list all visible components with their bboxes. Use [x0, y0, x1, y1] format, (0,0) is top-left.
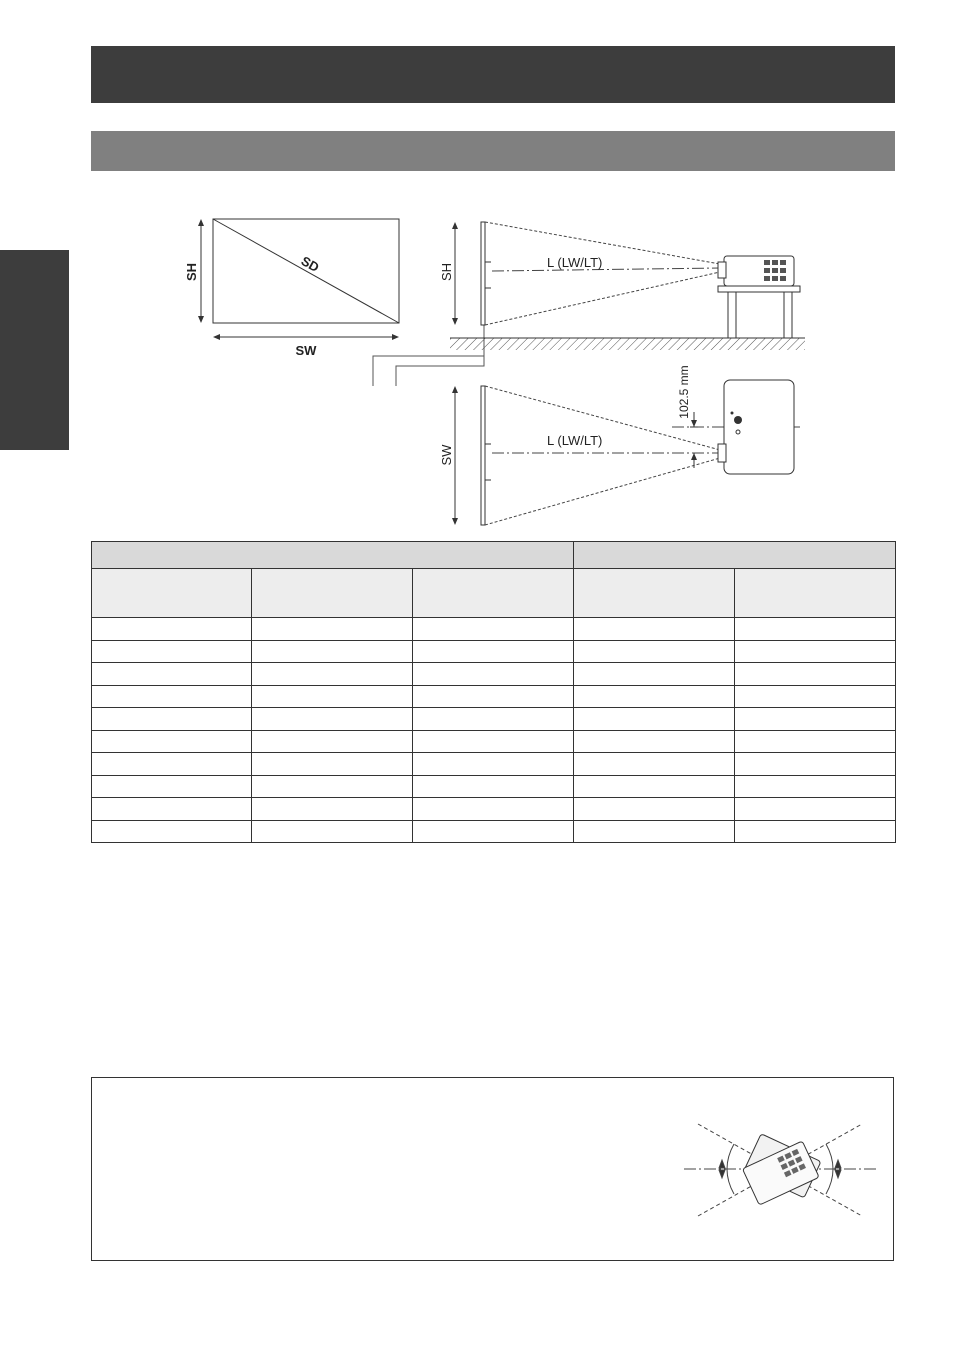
- table-cell: [574, 640, 735, 663]
- side-view: [450, 222, 805, 350]
- table-row: [92, 685, 896, 708]
- table-cell: [92, 618, 252, 641]
- table-group-cell: [574, 542, 896, 569]
- table-cell: [252, 708, 413, 731]
- table-cell: [252, 775, 413, 798]
- table-cell: [413, 820, 574, 843]
- table-cell: [252, 753, 413, 776]
- table-cell: [252, 618, 413, 641]
- table-cell: [735, 708, 896, 731]
- view-connector-lines: [373, 325, 484, 386]
- table-cell: [252, 820, 413, 843]
- table-cell: [92, 685, 252, 708]
- table-header-cell: [252, 569, 413, 618]
- table-cell: [413, 640, 574, 663]
- table-cell: [574, 798, 735, 821]
- projection-diagram: [170, 200, 810, 535]
- table-cell: [92, 663, 252, 686]
- table-cell: [574, 618, 735, 641]
- table-cell: [252, 685, 413, 708]
- table-cell: [735, 730, 896, 753]
- table-row: [92, 663, 896, 686]
- side-view-height-label: SH: [439, 262, 454, 282]
- table-cell: [413, 798, 574, 821]
- screen-outline: [198, 219, 399, 340]
- table-cell: [735, 775, 896, 798]
- table-cell: [735, 753, 896, 776]
- table-cell: [735, 640, 896, 663]
- table-row: [92, 708, 896, 731]
- lens-offset-label: 102.5 mm: [677, 365, 691, 419]
- table-cell: [92, 708, 252, 731]
- section-title-bar: [91, 131, 895, 171]
- side-view-distance-label: L (LW/LT): [547, 255, 603, 270]
- table-cell: [574, 685, 735, 708]
- table-cell: [252, 640, 413, 663]
- table-cell: [574, 730, 735, 753]
- table-cell: [735, 820, 896, 843]
- table-column-header: [92, 569, 896, 618]
- table-row: [92, 798, 896, 821]
- table-header-cell: [735, 569, 896, 618]
- table-row: [92, 775, 896, 798]
- table-cell: [92, 820, 252, 843]
- projection-distance-table: [91, 541, 896, 843]
- table-cell: [735, 618, 896, 641]
- table-header-cell: [413, 569, 574, 618]
- table-cell: [413, 685, 574, 708]
- side-chapter-tab: [0, 250, 69, 450]
- table-cell: [735, 663, 896, 686]
- table-cell: [413, 753, 574, 776]
- table-cell: [574, 663, 735, 686]
- table-cell: [92, 753, 252, 776]
- table-row: [92, 753, 896, 776]
- top-view-distance-label: L (LW/LT): [547, 433, 603, 448]
- table-cell: [735, 685, 896, 708]
- table-row: [92, 820, 896, 843]
- screen-diagonal-label: SD: [298, 253, 322, 276]
- table-row: [92, 640, 896, 663]
- table-cell: [413, 730, 574, 753]
- table-cell: [574, 708, 735, 731]
- table-cell: [413, 618, 574, 641]
- table-row: [92, 730, 896, 753]
- table-cell: [574, 753, 735, 776]
- table-cell: [92, 640, 252, 663]
- table-group-header: [92, 542, 896, 569]
- table-cell: [413, 663, 574, 686]
- screen-height-label: SH: [184, 262, 199, 282]
- table-cell: [413, 708, 574, 731]
- table-header-cell: [92, 569, 252, 618]
- table-cell: [92, 775, 252, 798]
- table-cell: [574, 820, 735, 843]
- top-view: [452, 380, 800, 525]
- table-cell: [252, 730, 413, 753]
- table-cell: [92, 730, 252, 753]
- table-header-cell: [574, 569, 735, 618]
- table-row: [92, 618, 896, 641]
- table-cell: [92, 798, 252, 821]
- screen-width-label: SW: [295, 343, 317, 358]
- table-cell: [252, 663, 413, 686]
- table-cell: [735, 798, 896, 821]
- top-view-width-label: SW: [439, 444, 454, 466]
- table-cell: [252, 798, 413, 821]
- table-cell: [574, 775, 735, 798]
- chapter-title-bar: [91, 46, 895, 103]
- table-group-cell: [92, 542, 574, 569]
- table-cell: [413, 775, 574, 798]
- tilt-angle-illustration: [680, 1110, 880, 1225]
